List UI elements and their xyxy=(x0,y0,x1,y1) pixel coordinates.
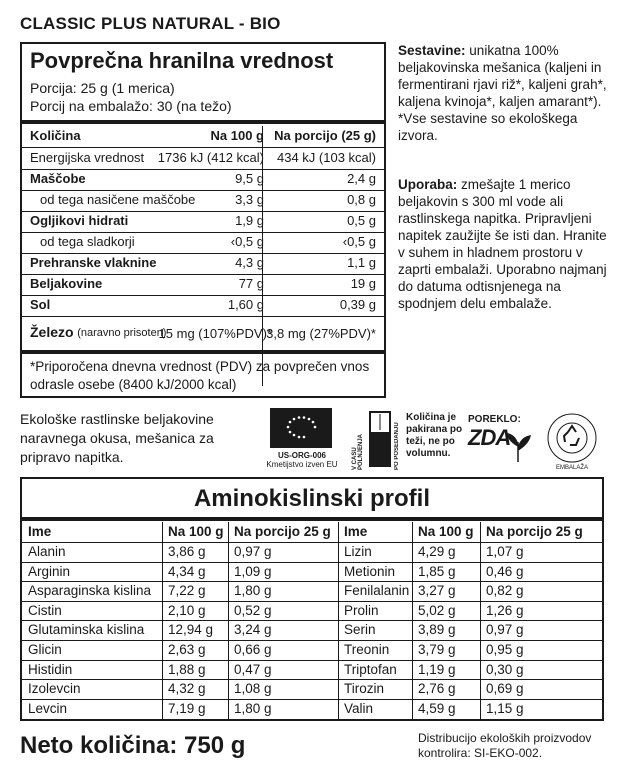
amino-cell: 0,52 g xyxy=(234,602,272,618)
amino-row xyxy=(22,620,602,640)
amino-cell: 1,88 g xyxy=(168,661,206,677)
nutrition-cell-name: Sol xyxy=(30,297,51,312)
usage-text xyxy=(398,176,613,312)
header-perserving-right: Na porcijo 25 g xyxy=(486,524,583,539)
amino-cell: 12,94 g xyxy=(168,622,214,638)
header-quantity: Količina xyxy=(30,128,81,143)
usage-label: Uporaba: xyxy=(398,177,458,192)
amino-cell: 1,26 g xyxy=(486,602,524,618)
eu-code: US-ORG-006 xyxy=(277,451,326,460)
amino-cell: Alanin xyxy=(28,544,66,559)
amino-cell: 4,59 g xyxy=(418,700,456,716)
amino-cell: 2,10 g xyxy=(168,602,206,618)
nutrition-cell-name: Maščobe xyxy=(30,171,86,186)
nutrition-cell-name: Beljakovine xyxy=(30,276,103,291)
amino-row xyxy=(22,601,602,621)
nutrition-cell-perserving: ‹0,5 g xyxy=(342,234,376,249)
header-perserving-left: Na porcijo 25 g xyxy=(234,524,331,539)
amino-cell: 2,63 g xyxy=(168,642,206,657)
origin-label: POREKLO: xyxy=(468,414,521,425)
amino-title: Aminokislinski profil xyxy=(193,485,431,512)
nutrition-cell-name: od tega sladkorji xyxy=(40,234,135,249)
iron-perserving: 3,8 mg (27%PDV)* xyxy=(266,326,376,341)
amino-cell: Arginin xyxy=(28,563,71,579)
nutrition-header-row xyxy=(22,126,384,147)
amino-cell: Metionin xyxy=(344,563,396,579)
amino-row xyxy=(22,660,602,680)
amino-cell: Triptofan xyxy=(344,661,397,677)
amino-cell: Asparaginska kislina xyxy=(28,583,152,599)
eu-caption: Kmetijstvo izven EU xyxy=(266,460,338,469)
amino-cell: 1,08 g xyxy=(234,681,272,697)
amino-cell: 3,89 g xyxy=(418,622,456,638)
amino-cell: Histidin xyxy=(28,661,73,677)
amino-cell: 4,32 g xyxy=(168,681,206,697)
amino-cell: 3,24 g xyxy=(234,622,272,638)
nutrition-row-iron xyxy=(22,320,384,348)
amino-cell: 0,47 g xyxy=(234,661,272,677)
amino-cell: Izolevcin xyxy=(28,681,81,697)
eu-organic-leaf-icon xyxy=(270,408,332,448)
pdv-footnote: *Priporočena dnevna vrednost (PDV) za povprečen vnos odrasle osebe (8400 kJ/2000 kcal) xyxy=(30,359,370,392)
amino-cell: Serin xyxy=(344,622,376,638)
amino-cell: 0,97 g xyxy=(486,622,524,638)
ingredients-note: *Vse sestavine so ekološkega izvora. xyxy=(398,111,578,143)
amino-cell: 0,95 g xyxy=(486,642,524,657)
amino-cell: Lizin xyxy=(344,544,372,559)
biodegradable-logo xyxy=(546,412,598,469)
certification-text: Distribucijo ekoloških proizvodov kontrolira: SI-EKO-002. xyxy=(418,731,592,760)
amino-row xyxy=(22,581,602,601)
nutrition-row xyxy=(22,169,384,190)
amino-cell: 7,19 g xyxy=(168,700,206,716)
amino-cell: 0,46 g xyxy=(486,563,524,579)
divider xyxy=(22,120,384,124)
recycle-icon xyxy=(546,412,598,464)
plant-icon xyxy=(504,432,532,462)
weight-text: Količina je pakirana po teži, ne po volumnu. xyxy=(406,412,463,459)
amino-cell: Fenilalanin xyxy=(344,583,410,599)
amino-cell: 1,80 g xyxy=(234,583,272,599)
nutrition-cell-name: Energijska vrednost xyxy=(30,150,145,165)
header-per100-left: Na 100 g xyxy=(168,524,224,539)
header-name-right: Ime xyxy=(344,524,368,539)
nutrition-cell-per100: 3,3 g xyxy=(235,192,264,207)
nutrition-cell-per100: 77 g xyxy=(238,276,264,291)
amino-cell: Tirozin xyxy=(344,681,385,697)
nutrition-cell-name: Ogljikovi hidrati xyxy=(30,213,129,228)
nutrition-cell-perserving: 434 kJ (103 kcal) xyxy=(277,150,376,165)
origin-value: ZDA xyxy=(468,425,511,450)
nutrition-cell-name: od tega nasičene maščobe xyxy=(40,192,196,207)
amino-row xyxy=(22,699,602,719)
amino-cell: Glutaminska kislina xyxy=(28,622,145,638)
nutrition-row xyxy=(22,274,384,295)
serving-size: Porcija: 25 g (1 merica) xyxy=(30,80,175,96)
product-description: Ekološke rastlinske beljakovine naravnega okusa, mešanica za pripravo napitka. xyxy=(20,411,214,465)
amino-cell: 0,97 g xyxy=(234,544,272,559)
amino-cell: 0,66 g xyxy=(234,642,272,657)
amino-cell: Treonin xyxy=(344,642,390,657)
amino-cell: 1,80 g xyxy=(234,700,272,716)
amino-cell: 4,34 g xyxy=(168,563,206,579)
header-per100: Na 100 g xyxy=(210,128,264,143)
nutrition-row xyxy=(22,211,384,232)
eu-leaf-stars-icon xyxy=(276,413,326,443)
nutrition-row xyxy=(22,295,384,316)
amino-cell: 1,15 g xyxy=(486,700,524,716)
amino-profile-box xyxy=(20,477,604,721)
amino-cell: Prolin xyxy=(344,602,379,618)
amino-cell: 1,07 g xyxy=(486,544,524,559)
container-icon xyxy=(368,410,392,468)
nutrition-title: Povprečna hranilna vrednost xyxy=(30,48,334,73)
nutrition-cell-per100: 1,9 g xyxy=(235,213,264,228)
amino-cell: 3,86 g xyxy=(168,544,206,559)
row-divider xyxy=(22,316,384,317)
amino-cell: 3,79 g xyxy=(418,642,456,657)
amino-row xyxy=(22,542,602,562)
amino-row xyxy=(22,679,602,699)
amino-cell: Levcin xyxy=(28,700,68,716)
weight-side-label-2: PO POSEDANJU xyxy=(394,422,400,470)
header-name-left: Ime xyxy=(28,524,52,539)
amino-cell: 0,69 g xyxy=(486,681,524,697)
origin-logo xyxy=(468,414,521,451)
amino-cell: 5,02 g xyxy=(418,602,456,618)
amino-cell: 1,19 g xyxy=(418,661,456,677)
nutrition-cell-perserving: 1,1 g xyxy=(347,255,376,270)
amino-cell: Valin xyxy=(344,700,374,716)
amino-cell: 1,85 g xyxy=(418,563,456,579)
amino-cell: 0,82 g xyxy=(486,583,524,599)
header-perserving: Na porcijo (25 g) xyxy=(274,128,376,143)
amino-row xyxy=(22,562,602,582)
nutrition-cell-per100: 1,60 g xyxy=(227,297,264,312)
nutrition-cell-perserving: 0,8 g xyxy=(347,192,376,207)
nutrition-cell-perserving: 0,5 g xyxy=(347,213,376,228)
nutrition-cell-perserving: 2,4 g xyxy=(347,171,376,186)
amino-cell: 2,76 g xyxy=(418,681,456,697)
nutrition-cell-per100: 4,3 g xyxy=(235,255,264,270)
nutrition-cell-perserving: 0,39 g xyxy=(339,297,376,312)
amino-cell: 7,22 g xyxy=(168,583,206,599)
nutrition-row xyxy=(22,253,384,274)
amino-cell: 4,29 g xyxy=(418,544,456,559)
product-title: CLASSIC PLUS NATURAL - BIO xyxy=(20,14,281,33)
divider xyxy=(22,350,384,354)
amino-cell: 0,30 g xyxy=(486,661,524,677)
weight-side-label: V ČASU POLNJENJA xyxy=(352,433,364,470)
iron-name: Železo xyxy=(30,324,74,340)
nutrition-cell-name: Prehranske vlaknine xyxy=(30,255,157,270)
ingredients-label: Sestavine: xyxy=(398,43,466,58)
divider xyxy=(22,517,602,521)
amino-cell: Glicin xyxy=(28,642,62,657)
nutrition-facts-box xyxy=(20,42,386,398)
amino-header-row xyxy=(22,522,602,542)
nutrition-row xyxy=(22,232,384,253)
amino-cell: 1,09 g xyxy=(234,563,272,579)
nutrition-cell-per100: ‹0,5 g xyxy=(230,234,264,249)
iron-per100: 15 mg (107%PDV)* xyxy=(158,326,272,341)
amino-row xyxy=(22,640,602,660)
usage-body: zmešajte 1 merico beljakovin s 300 ml vode ali rastlinskega napitka. Pripravljeni napitek zaužijte še isti dan. Hranite v suhem in hladnem prostoru v zaprti embalaži. Uporabno najmanj do datuma odtisnjenega na spodnjem delu embalaže. xyxy=(398,177,607,311)
net-quantity: Neto količina: 750 g xyxy=(20,732,246,759)
ingredients-body: unikatna 100% beljakovinska mešanica (kaljeni in fermentirani rjavi riž*, kaljeni grah*, kaljena kvinoja*, kaljen amarant*). xyxy=(398,43,607,109)
amino-cell: Cistin xyxy=(28,602,62,618)
amino-cell: 3,27 g xyxy=(418,583,456,599)
weight-logo xyxy=(352,410,463,473)
servings-per-package: Porcij na embalažo: 30 (na težo) xyxy=(30,98,232,114)
header-per100-right: Na 100 g xyxy=(418,524,474,539)
ingredients-text xyxy=(398,42,613,144)
nutrition-row xyxy=(22,190,384,211)
nutrition-row xyxy=(22,148,384,169)
nutrition-cell-per100: 9,5 g xyxy=(235,171,264,186)
nutrition-cell-perserving: 19 g xyxy=(350,276,376,291)
nutrition-cell-per100: 1736 kJ (412 kcal) xyxy=(157,150,264,165)
iron-note: (naravno prisoten) xyxy=(77,327,167,340)
recycle-bottom: EMBALAŽA xyxy=(555,465,588,471)
